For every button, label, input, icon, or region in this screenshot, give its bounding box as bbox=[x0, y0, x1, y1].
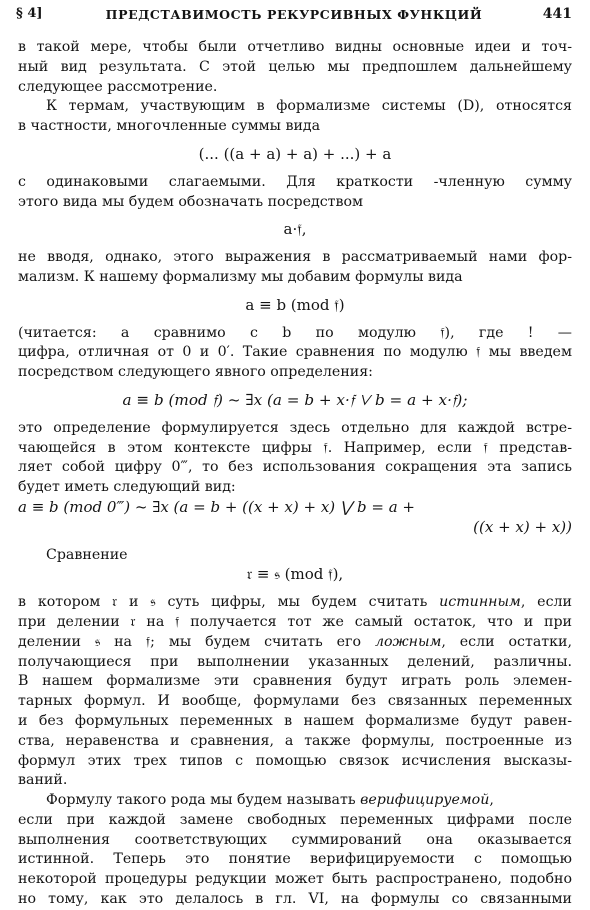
page-header bbox=[16, 6, 572, 28]
text-line: чающейся в этом контексте цифры 𝔣. Например, если 𝔣 представ- bbox=[18, 439, 572, 456]
text-line: следующее рассмотрение. bbox=[18, 78, 218, 95]
text-span: делении 𝔰 на 𝔣; мы будем считать его bbox=[18, 633, 375, 650]
formula: a·𝔣, bbox=[283, 220, 307, 239]
text-line: ный вид результата. С этой целью мы предпошлем дальнейшему bbox=[18, 58, 572, 75]
text-line: и без формульных переменных в нашем формализме будут равен- bbox=[18, 712, 572, 729]
text-line bbox=[18, 633, 572, 653]
page-body bbox=[18, 38, 572, 910]
text-line: выполнения соответствующих суммирований она оказывается bbox=[18, 831, 572, 848]
page-number: 441 bbox=[542, 6, 572, 22]
text-line: формул этих трех типов с помощью связок исчисления высказы- bbox=[18, 752, 572, 769]
text-line: получающиеся при выполнении указанных делений, различны. bbox=[18, 653, 572, 670]
text-line: но тому, как это делалось в гл. VI, на формулы со связанными bbox=[18, 891, 572, 908]
formula: ((x + x) + x)) bbox=[473, 517, 572, 536]
text-line: будет иметь следующий вид: bbox=[18, 479, 236, 496]
text-line: ваний. bbox=[18, 772, 68, 789]
text-line: ляет собой цифру 0‴, то без использования сокращения эта запись bbox=[18, 459, 572, 476]
formula: 𝔯 ≡ 𝔰 (mod 𝔣), bbox=[246, 565, 344, 584]
emphasis-text: истинным bbox=[439, 594, 521, 611]
text-line: с одинаковыми слагаемыми. Для краткости -членную сумму bbox=[18, 173, 572, 190]
text-line: при делении 𝔯 на 𝔣 получается тот же самый остаток, что и при bbox=[18, 613, 572, 630]
text-span: в котором 𝔯 и 𝔰 суть цифры, мы будем считать bbox=[18, 594, 440, 611]
text-line: не вводя, однако, этого выражения в рассматриваемый нами фор- bbox=[18, 249, 572, 266]
text-line: посредством следующего явного определения: bbox=[18, 364, 373, 381]
text-line: (читается: a сравнимо с b по модулю 𝔣), где ! — bbox=[18, 324, 572, 341]
text-line: в такой мере, чтобы были отчетливо видны основные идеи и точ- bbox=[18, 39, 572, 55]
text-line: в частности, многочленные суммы вида bbox=[18, 118, 321, 135]
text-line: Сравнение bbox=[46, 546, 128, 563]
text-line: некоторой процедуры редукции может быть распространено, подобно bbox=[18, 871, 572, 888]
text-line: этого вида мы будем обозначать посредством bbox=[18, 193, 364, 210]
text-line: мализм. К нашему формализму мы добавим формулы вида bbox=[18, 268, 463, 285]
text-line: В нашем формализме эти сравнения будут играть роль элемен- bbox=[18, 673, 572, 690]
text-line: если при каждой замене свободных переменных цифрами после bbox=[18, 811, 572, 828]
emphasis-text: верифицируемой bbox=[360, 792, 490, 809]
text-span: , если bbox=[520, 594, 572, 611]
formula: a ≡ b (mod 0‴) ~ ∃x (a = b + ((x + x) + x) ⋁ b = a + bbox=[18, 497, 415, 516]
text-line: ства, неравенства и сравнения, а также формулы, построенные из bbox=[18, 732, 572, 749]
formula: (... ((a + a) + a) + ...) + a bbox=[198, 144, 392, 163]
emphasis-text: ложным bbox=[374, 633, 442, 650]
text-line: истинной. Теперь это понятие верифицируемости с помощью bbox=[18, 851, 572, 868]
text-line: цифра, отличная от 0 и 0′. Такие сравнения по модулю 𝔣 мы введем bbox=[18, 344, 572, 361]
text-line: К термам, участвующим в формализме системы (D), относятся bbox=[46, 98, 572, 115]
running-title: ПРЕДСТАВИМОСТЬ РЕКУРСИВНЫХ ФУНКЦИЙ bbox=[105, 7, 483, 22]
text-line bbox=[18, 593, 572, 613]
text-span: Формулу такого рода мы будем называть bbox=[46, 792, 361, 809]
text-line: это определение формулируется здесь отдельно для каждой встре- bbox=[18, 419, 572, 436]
text-line: тарных формул. И вообще, формулами без связанных переменных bbox=[18, 693, 572, 710]
text-span: , bbox=[489, 792, 494, 809]
formula: a ≡ b (mod 𝔣) ~ ∃x (a = b + x·𝔣 ⋁ b = a + x·𝔣); bbox=[122, 390, 468, 409]
text-line bbox=[18, 791, 572, 811]
text-span: , если остатки, bbox=[441, 633, 572, 650]
formula: a ≡ b (mod 𝔣) bbox=[245, 295, 345, 314]
section-ref: § 4] bbox=[16, 6, 43, 21]
